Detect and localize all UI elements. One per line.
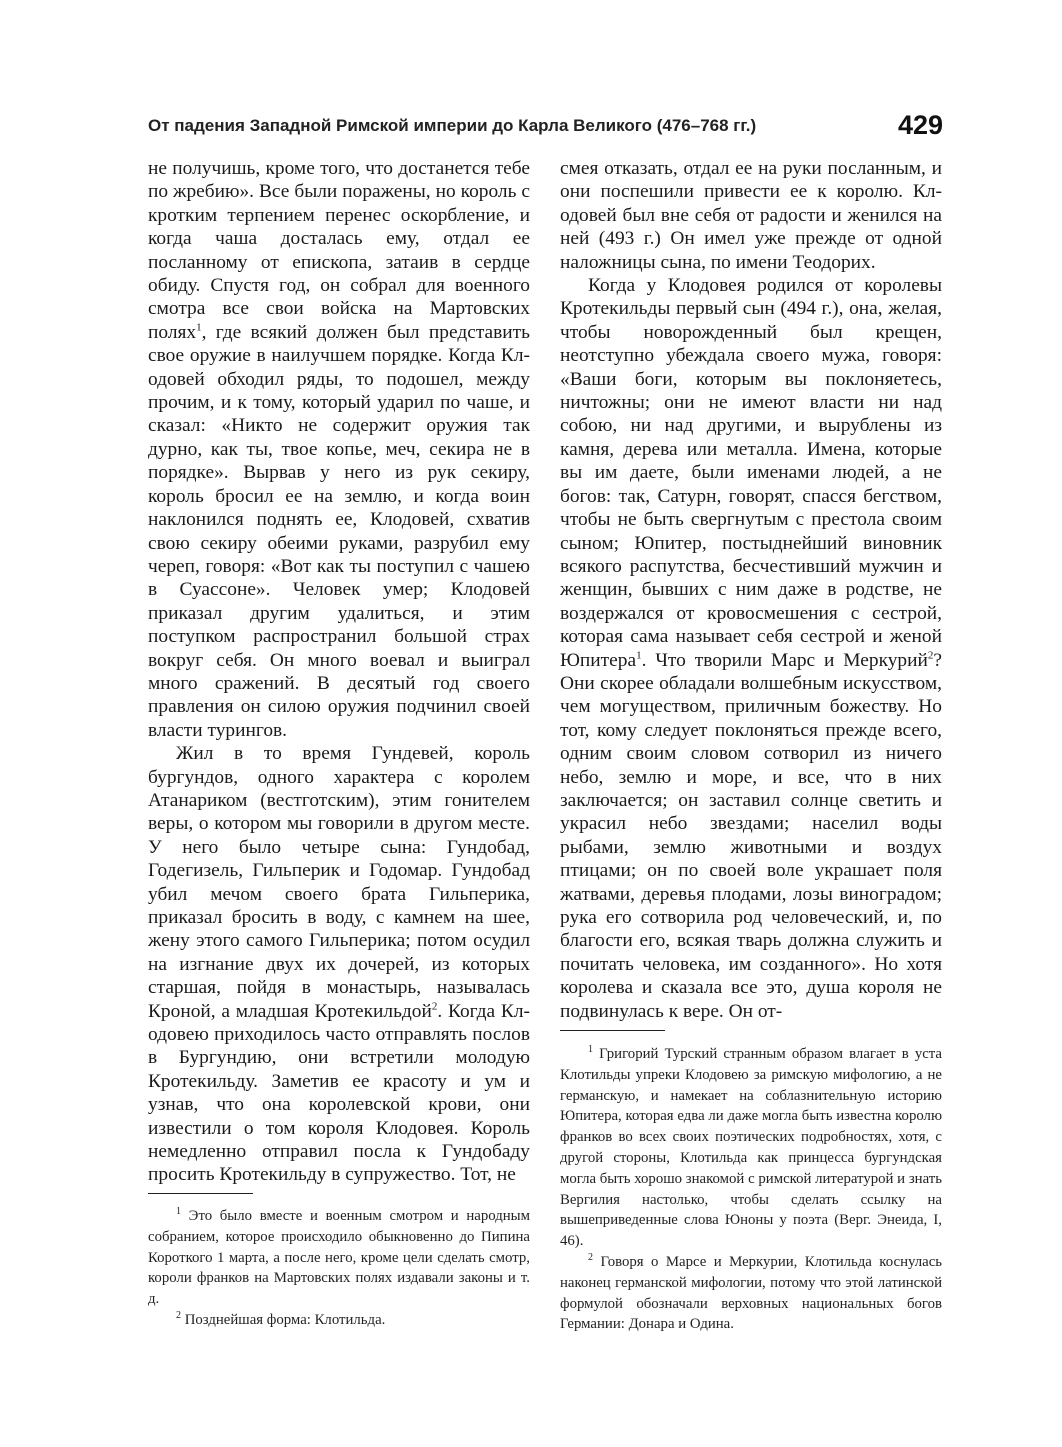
- footnote-ref: 1: [636, 649, 642, 662]
- left-footnotes: [148, 1206, 530, 1331]
- page-number: 429: [897, 110, 943, 140]
- footnote-text: Позднейшая форма: Клотильда.: [184, 1311, 386, 1328]
- footnote: [148, 1206, 530, 1310]
- footnote: [560, 1044, 942, 1252]
- paragraph-text: . Когда Клодовею приходилось часто отправлять послов в Бургундию, они встретили молодую Кротекильду. Заметив ее красоту и ум и узнав, что она королевской крови, они известили о том короля Клодовея. Король немедленно отправил посла к Гундобаду просить Кротекильду в супружество. Тот, не: [148, 1000, 530, 1186]
- footnote-ref: 2: [431, 1000, 438, 1013]
- paragraph-text: . Что творили Марс и Меркурий: [641, 649, 928, 671]
- footnote-text: Григорий Турский странным образом влагает в уста Клотильды упреки Клодовею за римскую мифологию, а не германскую, и намекает на соблазнительную историю Юпитера, которая едва ли даже могла быть известна королю франков во всех своих поэтических подробностях, хотя, с другой стороны, Клотильда как принцесса бургундская могла быть хорошо знакомой с римской литературой и знать Вергилия настолько, чтобы сделать ссылку на вышеприведенные слова Юноны у поэта (Верг. Энеида, I, 46).: [560, 1046, 943, 1250]
- footnote-mark: 1: [176, 1206, 181, 1218]
- page-header: [148, 110, 943, 144]
- footnote: [148, 1310, 530, 1331]
- right-footnotes: [560, 1044, 942, 1335]
- paragraph: [560, 157, 942, 274]
- paragraph-text: Жил в то время Гундевей, король бургундов, одного характера с королем Атанариком (вестготским), этим гонителем веры, о котором мы говорили в другом месте. У него было четыре сына: Гундобад, Годегизель, Гильперик и Годомар. Гундобад убил мечом своего брата Гильперика, приказал бросить в воду, с камнем на шее, жену этого самого Гильперика; потом осудил на изгнание двух их дочерей, из которых старшая, пойдя в монастырь, называлась Кроной, а младшая Кротекильдой: [148, 743, 530, 1022]
- footnote-mark: 2: [588, 1252, 593, 1264]
- footnote-divider: [560, 1030, 665, 1031]
- footnote-text: Это было вместе и военным смотром и народным собранием, которое происходило обыкновенно до Пипина Короткого 1 марта, а после него, кроме цели сделать смотр, короли франков на Мартовских полях издавали законы и т. д.: [148, 1208, 530, 1308]
- footnote-ref: 2: [927, 649, 934, 662]
- paragraph-text: , где всякий должен был представить свое оружие в наилучшем порядке. Когда Клодовей обходил ряды, то подошел, между прочим, и к тому, который ударил по чаше, и сказал: «Никто не содержит оружия так дурно, как ты, твое копье, меч, секира не в порядке». Вырвав у него из рук секиру, король бросил ее на землю, и когда воин наклонился поднять ее, Клодовей, схватив свою секиру обеими руками, разрубил ему череп, говоря: «Вот как ты поступил с чашею в Суассоне». Человек умер; Клодовей приказал другим удалиться, и этим поступком распространил большой страх вокруг себя. Он много воевал и выиграл много сражений. В десятый год своего правления он силою оружия подчинил своей власти турингов.: [148, 321, 530, 741]
- paragraph: [148, 157, 530, 742]
- running-title: От падения Западной Римской империи до Карла Великого (476–768 гг.): [148, 116, 757, 135]
- footnote-ref: 1: [196, 321, 202, 334]
- footnote-divider: [148, 1193, 253, 1194]
- paragraph-text: ? Они скорее обладали волшебным искусством, чем могуществом, приличным божеству. Но тот, кому следует поклоняться прежде всего, одним своим словом сотворил из ничего небо, землю и море, и все, что в них заключается; он заставил солнце светить и украсил небо звездами; населил воды рыбами, землю животными и воздух птицами; он по своей воле украшает поля жатвами, деревья плодами, лозы виноградом; рука его сотворила род человеческий, и, по благости его, всякая тварь должна служить и почитать человека, им созданного». Но хотя королева и сказала все это, душа короля не подвинулась к вере. Он от-: [560, 649, 942, 1022]
- footnote-text: Говоря о Марсе и Меркурии, Клотильда коснулась наконец германской мифологии, потому что этой латинской формулой обозначали верховных национальных богов Германии: Донара и Одина.: [560, 1253, 943, 1333]
- paragraph: [560, 274, 942, 1023]
- paragraph-text: Когда у Клодовея родился от королевы Кротекильды первый сын (494 г.), она, желая, чтобы новорожденный был крещен, неотступно убеждала своего мужа, говоря: «Ваши боги, которым вы поклоняетесь, ничтожны; они не имеют власти ни над собою, ни над другими, и вырублены из камня, дерева или металла. Имена, которые вы им даете, были именами людей, а не богов: так, Сатурн, говорят, спасся бегством, чтобы не быть свергнутым с престола своим сыном; Юпитер, постыднейший виновник всякого распутства, бесчестивший мужчин и женщин, бывших с ним даже в родстве, не воздержался от кровосмешения с сестрой, которая сама называет себя сестрой и женой Юпитера: [560, 275, 942, 671]
- footnote-mark: 1: [588, 1044, 593, 1056]
- left-column: [148, 157, 530, 1187]
- paragraph-text: смея отказать, отдал ее на руки посланным, и они поспешили привести ее к королю. Клодовей был вне себя от радости и женился на ней (493 г.) Он имел уже прежде от одной наложницы сына, по имени Теодорих.: [560, 158, 942, 273]
- paragraph: [148, 742, 530, 1187]
- footnote-mark: 2: [176, 1310, 181, 1322]
- right-column: [560, 157, 942, 1023]
- paragraph-text: не получишь, кроме того, что достанется тебе по жребию». Все были поражены, но король с кротким терпением перенес оскорбление, и когда чаша досталась ему, отдал ее посланному от епископа, затаив в сердце обиду. Спустя год, он собрал для военного смотра все свои войска на Мартовских полях: [148, 158, 530, 343]
- footnote: [560, 1252, 942, 1335]
